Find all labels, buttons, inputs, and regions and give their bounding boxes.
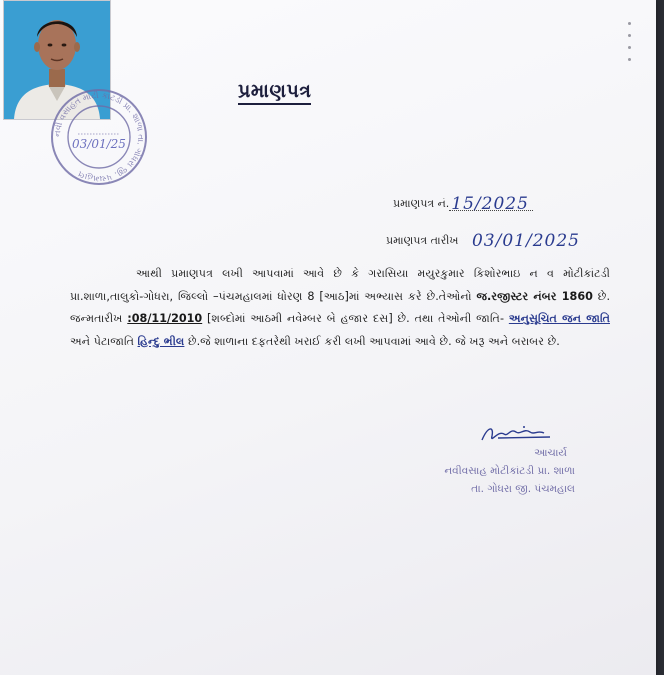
certificate-body xyxy=(70,263,610,353)
page-edge-dots xyxy=(628,22,634,70)
body-dob-label: છે. જન્મતારીખ xyxy=(70,289,610,325)
certificate-date-value: 03/01/2025 xyxy=(471,231,580,251)
date-of-birth: :08/11/2010 xyxy=(127,312,203,325)
body-subcaste-label: અને પેટાજાતિ xyxy=(70,334,138,348)
principal-stamp xyxy=(420,444,575,498)
certificate-number-label: પ્રમાણપત્ર નં. xyxy=(393,197,450,210)
body-intro: આથી પ્રમાણપત્ર લખી આપવામાં આવે છે કે ગરાસિયા મયુરકુમાર કિશોરભાઇ ન વ મોટીકાંટડી પ્રા.શાળા,તાલુકો-ગોધરા, જિલ્લો –પંચમહાલમાં ધોરણ 8 [આઠ]માં અભ્યાસ કરે છે.તેઓનો xyxy=(70,267,610,303)
certificate-number-value: 15/2025 xyxy=(451,194,529,214)
certificate-number-line xyxy=(393,194,533,214)
stamp-address: તા. ગોધરા જી. પંચમહાલ xyxy=(471,483,575,495)
seal-date: 03/01/25 xyxy=(72,137,126,151)
page-title: પ્રમાણપત્ર xyxy=(238,80,311,105)
register-number: જ.રજીસ્ટર નંબર 1860 xyxy=(476,289,593,303)
seal-outer-text: નવી વસાહત મોટી કાંટડી પ્રા. શાળા તા. ગોધરા જી. પંચમહાલ xyxy=(52,90,146,184)
body-dob-words: [શબ્દોમાં આઠમી નવેમ્બર બે હજાર દસ] છે. તથા તેઓની જાતિ- xyxy=(202,312,509,325)
subcaste-value: હિન્દુ ભીલ xyxy=(137,334,185,348)
caste-value: અનુસૂચિત જન જાતિ xyxy=(508,312,610,325)
stamp-designation: આચાર્ય xyxy=(534,447,567,459)
certificate-date-line xyxy=(386,231,580,251)
body-closing: છે.જે શાળાના દફતરેથી ખરાઈ કરી લખી આપવામાં આવે છે. જે ખરૂ અને બરાબર છે. xyxy=(184,334,560,348)
certificate-date-label: પ્રમાણપત્ર તારીખ xyxy=(386,234,459,247)
stamp-school-name: નવીવસાહ મોટીકાંટડી પ્રા. શાળા xyxy=(444,465,575,477)
school-seal xyxy=(48,86,150,188)
principal-signature xyxy=(478,422,558,446)
